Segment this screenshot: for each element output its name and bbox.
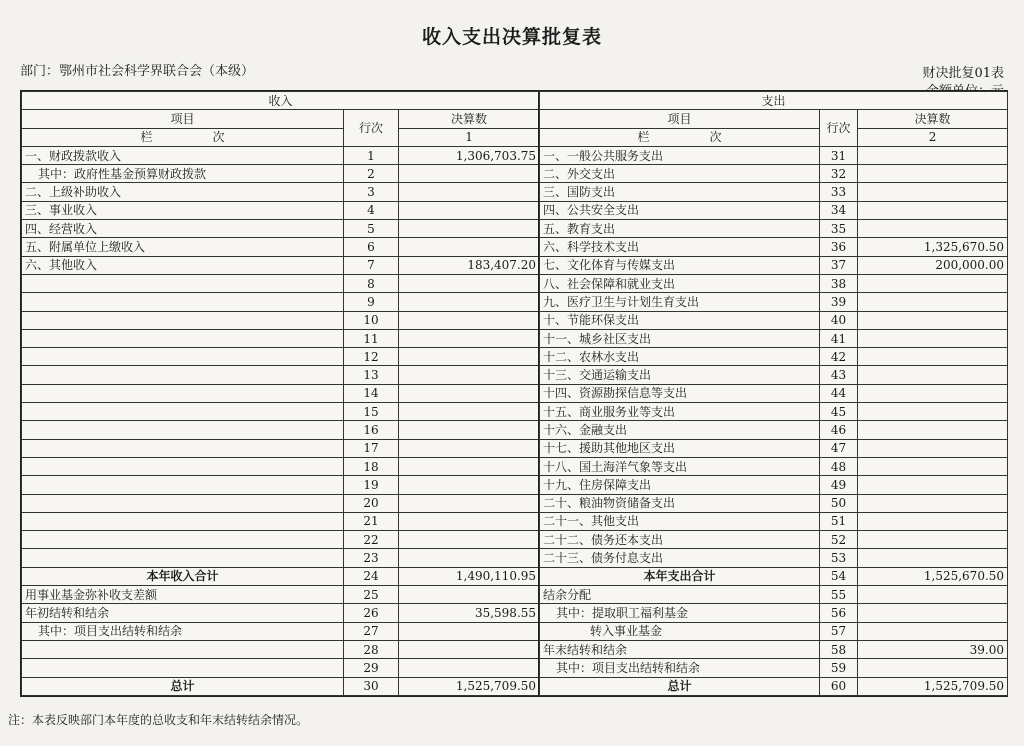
income-row-amount	[399, 329, 540, 347]
expense-row-amount	[858, 512, 1008, 530]
expense-row	[540, 457, 1008, 475]
income-row-amount: 1,525,709.50	[399, 677, 540, 695]
income-row-label: 一、财政拨款收入	[22, 146, 344, 164]
expense-row-number: 41	[820, 329, 858, 347]
income-row-amount	[399, 622, 540, 640]
income-row-label: 年初结转和结余	[22, 604, 344, 622]
income-table	[21, 91, 540, 696]
expense-row-number: 43	[820, 366, 858, 384]
income-row-number: 16	[344, 421, 399, 439]
expense-row	[540, 586, 1008, 604]
expense-row-label: 转入事业基金	[540, 622, 820, 640]
income-row-number: 19	[344, 476, 399, 494]
expense-row-number: 42	[820, 348, 858, 366]
income-row-number: 21	[344, 512, 399, 530]
expense-row-label: 二、外交支出	[540, 165, 820, 183]
income-row-label	[22, 439, 344, 457]
department-label: 部门：鄂州市社会科学界联合会（本级）	[20, 64, 255, 79]
expense-row-label: 十五、商业服务业等支出	[540, 403, 820, 421]
expense-section-title: 支出	[540, 92, 1008, 110]
expense-row	[540, 403, 1008, 421]
expense-row-amount	[858, 348, 1008, 366]
expense-row-number: 58	[820, 640, 858, 658]
income-row	[22, 549, 540, 567]
expense-row-number: 56	[820, 604, 858, 622]
expense-row-number: 57	[820, 622, 858, 640]
expense-row-label: 十二、农林水支出	[540, 348, 820, 366]
expense-row-number: 37	[820, 256, 858, 274]
expense-row-number: 59	[820, 659, 858, 677]
expense-row-label: 十三、交通运输支出	[540, 366, 820, 384]
expense-table	[539, 91, 1008, 696]
expense-row	[540, 183, 1008, 201]
expense-row-number: 38	[820, 274, 858, 292]
income-row-number: 1	[344, 146, 399, 164]
expense-row-amount: 200,000.00	[858, 256, 1008, 274]
income-row-number: 6	[344, 238, 399, 256]
expense-row-amount	[858, 329, 1008, 347]
expense-row-amount: 1,525,709.50	[858, 677, 1008, 695]
income-row-label	[22, 274, 344, 292]
income-row-number: 27	[344, 622, 399, 640]
expense-row-amount	[858, 421, 1008, 439]
expense-sub-item: 栏 次	[540, 128, 820, 146]
expense-col-amount: 决算数	[858, 110, 1008, 128]
income-row-label: 三、事业收入	[22, 201, 344, 219]
expense-row-amount	[858, 146, 1008, 164]
income-row	[22, 311, 540, 329]
expense-row-amount	[858, 201, 1008, 219]
expense-row-label: 二十一、其他支出	[540, 512, 820, 530]
income-row	[22, 512, 540, 530]
expense-col-row: 行次	[820, 110, 858, 147]
income-row-amount: 35,598.55	[399, 604, 540, 622]
income-row-number: 22	[344, 531, 399, 549]
expense-row	[540, 677, 1008, 695]
expense-sub-amount: 2	[858, 128, 1008, 146]
income-row-number: 3	[344, 183, 399, 201]
income-row-number: 17	[344, 439, 399, 457]
income-col-amount: 决算数	[399, 110, 540, 128]
income-row-amount	[399, 366, 540, 384]
expense-row-amount	[858, 586, 1008, 604]
expense-row	[540, 329, 1008, 347]
expense-row-label: 本年支出合计	[540, 567, 820, 585]
income-row-number: 29	[344, 659, 399, 677]
expense-row-label: 十八、国土海洋气象等支出	[540, 457, 820, 475]
expense-row	[540, 494, 1008, 512]
income-row-number: 26	[344, 604, 399, 622]
income-row	[22, 531, 540, 549]
expense-row-label: 年末结转和结余	[540, 640, 820, 658]
expense-row-label: 总计	[540, 677, 820, 695]
income-row	[22, 659, 540, 677]
income-row	[22, 421, 540, 439]
expense-row-label: 二十、粮油物资储备支出	[540, 494, 820, 512]
income-row-number: 9	[344, 293, 399, 311]
income-panel	[20, 90, 540, 697]
expense-row	[540, 384, 1008, 402]
income-row-amount	[399, 439, 540, 457]
expense-row-label: 十六、金融支出	[540, 421, 820, 439]
income-row-number: 10	[344, 311, 399, 329]
expense-row-label: 十七、援助其他地区支出	[540, 439, 820, 457]
income-row	[22, 494, 540, 512]
income-row	[22, 256, 540, 274]
income-row-number: 2	[344, 165, 399, 183]
income-row-label	[22, 659, 344, 677]
income-row	[22, 201, 540, 219]
income-row-amount	[399, 311, 540, 329]
expense-row-label: 二十二、债务还本支出	[540, 531, 820, 549]
expense-row-number: 51	[820, 512, 858, 530]
expense-row-number: 49	[820, 476, 858, 494]
expense-row-amount: 1,325,670.50	[858, 238, 1008, 256]
income-row-number: 8	[344, 274, 399, 292]
expense-row	[540, 476, 1008, 494]
income-row-amount	[399, 384, 540, 402]
expense-row	[540, 604, 1008, 622]
income-row-label	[22, 403, 344, 421]
income-row-number: 24	[344, 567, 399, 585]
expense-row-number: 32	[820, 165, 858, 183]
expense-row-amount	[858, 220, 1008, 238]
income-row	[22, 677, 540, 695]
expense-row-amount	[858, 439, 1008, 457]
income-row-label: 五、附属单位上缴收入	[22, 238, 344, 256]
expense-row-number: 34	[820, 201, 858, 219]
expense-row-number: 35	[820, 220, 858, 238]
expense-row-amount	[858, 366, 1008, 384]
expense-row-label: 其中：提取职工福利基金	[540, 604, 820, 622]
income-row-number: 20	[344, 494, 399, 512]
income-row-label	[22, 512, 344, 530]
income-col-row: 行次	[344, 110, 399, 147]
income-row-amount	[399, 421, 540, 439]
income-row	[22, 457, 540, 475]
income-row-label	[22, 366, 344, 384]
expense-row	[540, 512, 1008, 530]
income-row-label	[22, 531, 344, 549]
income-row-number: 5	[344, 220, 399, 238]
income-row-number: 25	[344, 586, 399, 604]
income-row-number: 4	[344, 201, 399, 219]
income-row	[22, 348, 540, 366]
income-row-number: 15	[344, 403, 399, 421]
income-row-amount: 183,407.20	[399, 256, 540, 274]
income-row-number: 23	[344, 549, 399, 567]
expense-row-number: 52	[820, 531, 858, 549]
income-row	[22, 439, 540, 457]
income-section-row	[22, 92, 540, 110]
income-row-number: 30	[344, 677, 399, 695]
income-row-label	[22, 384, 344, 402]
footnote: 注：本表反映部门本年度的总收支和年末结转结余情况。	[8, 713, 309, 727]
expense-row-number: 40	[820, 311, 858, 329]
income-row-amount	[399, 293, 540, 311]
expense-row-label: 结余分配	[540, 586, 820, 604]
expense-row-amount	[858, 622, 1008, 640]
income-row	[22, 183, 540, 201]
income-row	[22, 604, 540, 622]
expense-row	[540, 256, 1008, 274]
income-row-label	[22, 421, 344, 439]
income-row-amount	[399, 640, 540, 658]
expense-row-amount	[858, 604, 1008, 622]
income-sub-amount: 1	[399, 128, 540, 146]
income-row-amount	[399, 457, 540, 475]
expense-row	[540, 439, 1008, 457]
expense-row-label: 七、文化体育与传媒支出	[540, 256, 820, 274]
income-row	[22, 622, 540, 640]
income-row-label	[22, 476, 344, 494]
income-row-label: 用事业基金弥补收支差额	[22, 586, 344, 604]
expense-row-label: 五、教育支出	[540, 220, 820, 238]
income-row-amount	[399, 531, 540, 549]
expense-row	[540, 348, 1008, 366]
expense-row	[540, 531, 1008, 549]
income-row-label	[22, 494, 344, 512]
income-row	[22, 384, 540, 402]
income-row-amount	[399, 220, 540, 238]
expense-row	[540, 293, 1008, 311]
form-code: 财决批复01表	[922, 66, 1004, 81]
expense-row	[540, 146, 1008, 164]
expense-row-label: 十一、城乡社区支出	[540, 329, 820, 347]
income-row	[22, 329, 540, 347]
income-row-amount: 1,306,703.75	[399, 146, 540, 164]
expense-row-amount	[858, 476, 1008, 494]
expense-row-label: 一、一般公共服务支出	[540, 146, 820, 164]
expense-row-number: 36	[820, 238, 858, 256]
expense-row	[540, 220, 1008, 238]
expense-row-amount	[858, 311, 1008, 329]
expense-row	[540, 421, 1008, 439]
income-row-label: 二、上级补助收入	[22, 183, 344, 201]
expense-panel	[538, 90, 1008, 697]
expense-row	[540, 238, 1008, 256]
expense-row-label: 三、国防支出	[540, 183, 820, 201]
income-row-label: 其中：政府性基金预算财政拨款	[22, 165, 344, 183]
expense-row-amount	[858, 293, 1008, 311]
expense-row-amount	[858, 403, 1008, 421]
income-row-amount	[399, 238, 540, 256]
income-row-label: 四、经营收入	[22, 220, 344, 238]
income-subheader-row	[22, 128, 540, 146]
income-row-amount	[399, 201, 540, 219]
expense-row-amount: 39.00	[858, 640, 1008, 658]
expense-row-number: 45	[820, 403, 858, 421]
expense-row-label: 六、科学技术支出	[540, 238, 820, 256]
expense-row	[540, 567, 1008, 585]
expense-row-label: 九、医疗卫生与计划生育支出	[540, 293, 820, 311]
expense-section-row	[540, 92, 1008, 110]
expense-row	[540, 165, 1008, 183]
income-row-amount	[399, 348, 540, 366]
income-row-label: 本年收入合计	[22, 567, 344, 585]
income-row	[22, 403, 540, 421]
income-row-number: 12	[344, 348, 399, 366]
income-header-row	[22, 110, 540, 128]
expense-row-label: 四、公共安全支出	[540, 201, 820, 219]
expense-row-number: 31	[820, 146, 858, 164]
expense-row	[540, 549, 1008, 567]
income-row-label	[22, 457, 344, 475]
expense-row-amount	[858, 531, 1008, 549]
income-row-label	[22, 348, 344, 366]
expense-row-amount	[858, 274, 1008, 292]
income-row-amount	[399, 659, 540, 677]
income-row-label	[22, 640, 344, 658]
income-row-label: 六、其他收入	[22, 256, 344, 274]
expense-row-number: 39	[820, 293, 858, 311]
expense-row-number: 50	[820, 494, 858, 512]
income-row-number: 11	[344, 329, 399, 347]
income-row-amount	[399, 476, 540, 494]
income-row-label	[22, 549, 344, 567]
income-row-amount	[399, 586, 540, 604]
expense-row	[540, 274, 1008, 292]
expense-row-label: 十九、住房保障支出	[540, 476, 820, 494]
expense-row-label: 其中：项目支出结转和结余	[540, 659, 820, 677]
income-row	[22, 366, 540, 384]
income-row-amount	[399, 165, 540, 183]
income-row-label: 其中：项目支出结转和结余	[22, 622, 344, 640]
expense-col-item: 项目	[540, 110, 820, 128]
expense-row-number: 33	[820, 183, 858, 201]
income-row-amount	[399, 274, 540, 292]
report-title: 收入支出决算批复表	[421, 26, 602, 48]
income-row-label	[22, 293, 344, 311]
expense-row-label: 十、节能环保支出	[540, 311, 820, 329]
income-row-amount	[399, 549, 540, 567]
expense-row-number: 60	[820, 677, 858, 695]
expense-row-number: 55	[820, 586, 858, 604]
income-row-amount	[399, 512, 540, 530]
expense-header-row	[540, 110, 1008, 128]
income-row	[22, 567, 540, 585]
expense-row-label: 十四、资源勘探信息等支出	[540, 384, 820, 402]
expense-row-amount	[858, 183, 1008, 201]
income-row-amount: 1,490,110.95	[399, 567, 540, 585]
expense-row	[540, 311, 1008, 329]
income-row-amount	[399, 494, 540, 512]
income-sub-item: 栏 次	[22, 128, 344, 146]
expense-row-number: 47	[820, 439, 858, 457]
income-row	[22, 640, 540, 658]
income-col-item: 项目	[22, 110, 344, 128]
expense-row-number: 46	[820, 421, 858, 439]
expense-row-number: 53	[820, 549, 858, 567]
expense-row-label: 八、社会保障和就业支出	[540, 274, 820, 292]
income-row	[22, 220, 540, 238]
income-row-amount	[399, 403, 540, 421]
income-row-number: 7	[344, 256, 399, 274]
expense-row-amount	[858, 549, 1008, 567]
expense-row-number: 44	[820, 384, 858, 402]
income-row	[22, 586, 540, 604]
income-row-label	[22, 311, 344, 329]
income-row	[22, 146, 540, 164]
expense-row-amount: 1,525,670.50	[858, 567, 1008, 585]
expense-row-amount	[858, 494, 1008, 512]
expense-row-number: 48	[820, 457, 858, 475]
expense-row-label: 二十三、债务付息支出	[540, 549, 820, 567]
expense-row	[540, 201, 1008, 219]
expense-row-amount	[858, 384, 1008, 402]
income-row-label: 总计	[22, 677, 344, 695]
income-row	[22, 238, 540, 256]
income-row-number: 14	[344, 384, 399, 402]
income-section-title: 收入	[22, 92, 540, 110]
income-row-number: 13	[344, 366, 399, 384]
expense-row-amount	[858, 457, 1008, 475]
expense-row	[540, 366, 1008, 384]
expense-row-amount	[858, 659, 1008, 677]
expense-row	[540, 659, 1008, 677]
income-row	[22, 293, 540, 311]
expense-subheader-row	[540, 128, 1008, 146]
expense-row	[540, 640, 1008, 658]
expense-row-amount	[858, 165, 1008, 183]
income-row-amount	[399, 183, 540, 201]
income-row	[22, 165, 540, 183]
income-row	[22, 476, 540, 494]
income-row-number: 18	[344, 457, 399, 475]
income-row-label	[22, 329, 344, 347]
expense-row	[540, 622, 1008, 640]
expense-row-number: 54	[820, 567, 858, 585]
income-row	[22, 274, 540, 292]
income-row-number: 28	[344, 640, 399, 658]
